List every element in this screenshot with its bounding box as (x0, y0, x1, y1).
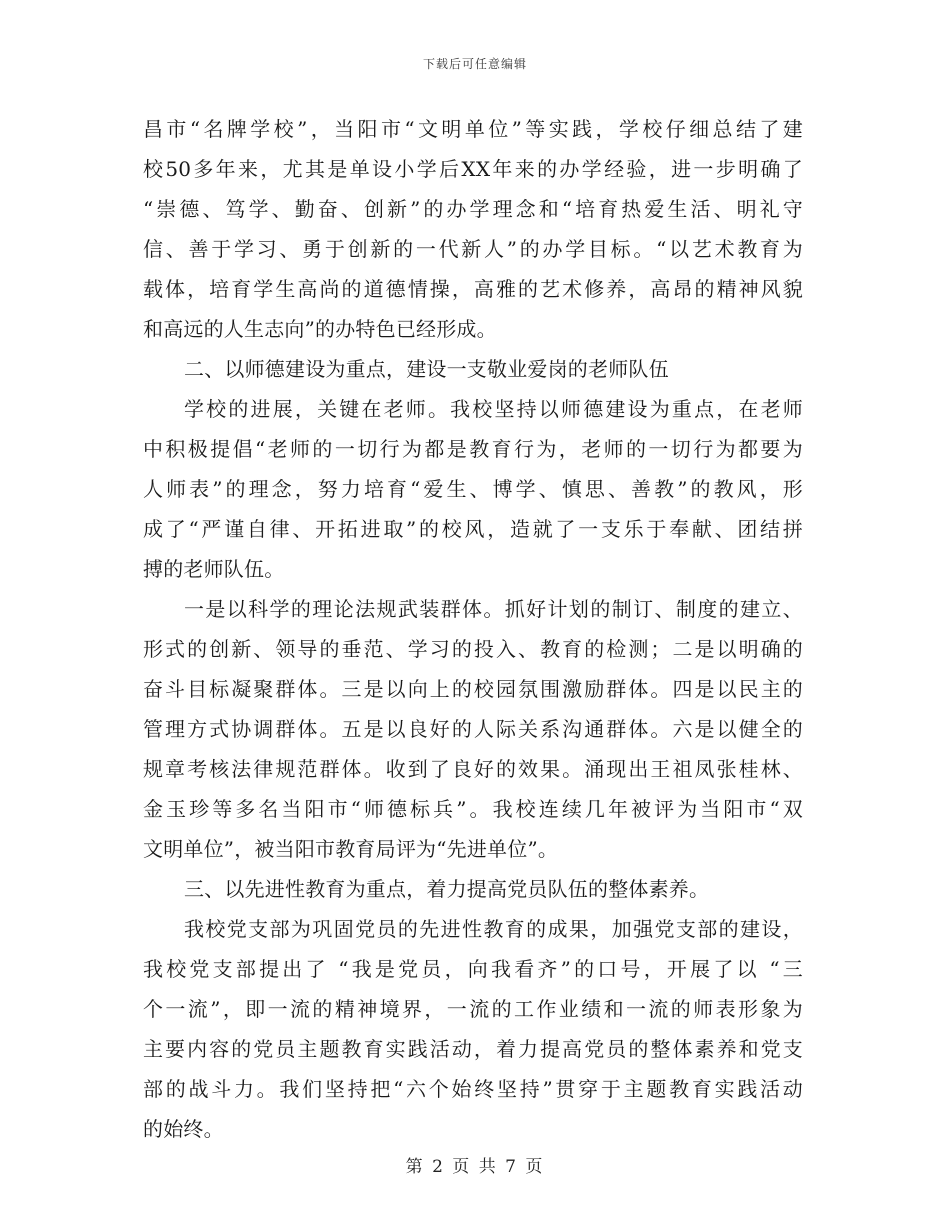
text-line: 人师表”的理念，努力培育“爱生、博学、慎思、善教”的教风，形 (143, 477, 803, 501)
header-note: 下载后可任意编辑 (422, 57, 527, 71)
text-line: 个一流”，即一流的精神境界，一流的工作业绩和一流的师表形象为 (143, 997, 803, 1021)
text-line: 规章考核法律规范群体。收到了良好的效果。涌现出王祖凤张桂林、 (143, 757, 803, 781)
text-line: 的始终。 (143, 1117, 224, 1141)
section-heading: 三、以先进性教育为重点，着力提高党员队伍的整体素养。 (184, 877, 710, 901)
text-line: 一是以科学的理论法规武装群体。抓好计划的制订、制度的建立、 (184, 597, 803, 621)
text-line: 我校党支部为巩固党员的先进性教育的成果，加强党支部的建设， (184, 917, 803, 941)
body-text (143, 109, 803, 1149)
text-line: 奋斗目标凝聚群体。三是以向上的校园氛围激励群体。四是以民主的 (143, 677, 803, 701)
text-line: 管理方式协调群体。五是以良好的人际关系沟通群体。六是以健全的 (143, 717, 803, 741)
text-line: 成了“严谨自律、开拓进取”的校风，造就了一支乐于奉献、团结拼 (143, 517, 803, 541)
text-line: 形式的创新、领导的垂范、学习的投入、教育的检测；二是以明确的 (143, 637, 803, 661)
text-line: 部的战斗力。我们坚持把“六个始终坚持”贯穿于主题教育实践活动 (143, 1077, 803, 1101)
text-line: 我校党支部提出了 “我是党员，向我看齐”的口号，开展了以 “三 (143, 957, 803, 981)
text-line: “崇德、笃学、勤奋、创新”的办学理念和“培育热爱生活、明礼守 (143, 197, 803, 221)
page-number: 第 2 页 共 7 页 (405, 1157, 545, 1177)
section-heading: 二、以师德建设为重点，建设一支敬业爱岗的老师队伍 (184, 357, 669, 381)
text-line: 信、善于学习、勇于创新的一代新人”的办学目标。“以艺术教育为 (143, 237, 803, 261)
text-line: 学校的进展，关键在老师。我校坚持以师德建设为重点，在老师 (184, 397, 803, 421)
text-line: 载体，培育学生高尚的道德情操，高雅的艺术修养，高昂的精神风貌 (143, 277, 803, 301)
text-line: 中积极提倡“老师的一切行为都是教育行为，老师的一切行为都要为 (143, 437, 803, 461)
text-line: 搏的老师队伍。 (143, 557, 285, 581)
text-line: 和高远的人生志向”的办特色已经形成。 (143, 317, 497, 341)
text-line: 昌市“名牌学校”，当阳市“文明单位”等实践，学校仔细总结了建 (143, 117, 803, 141)
text-line: 主要内容的党员主题教育实践活动，着力提高党员的整体素养和党支 (143, 1037, 803, 1061)
text-line: 文明单位”，被当阳市教育局评为“先进单位”。 (143, 837, 559, 861)
text-line: 校50多年来，尤其是单设小学后XX年来的办学经验，进一步明确了 (143, 157, 803, 181)
text-line: 金玉珍等多名当阳市“师德标兵”。我校连续几年被评为当阳市“双 (143, 797, 803, 821)
